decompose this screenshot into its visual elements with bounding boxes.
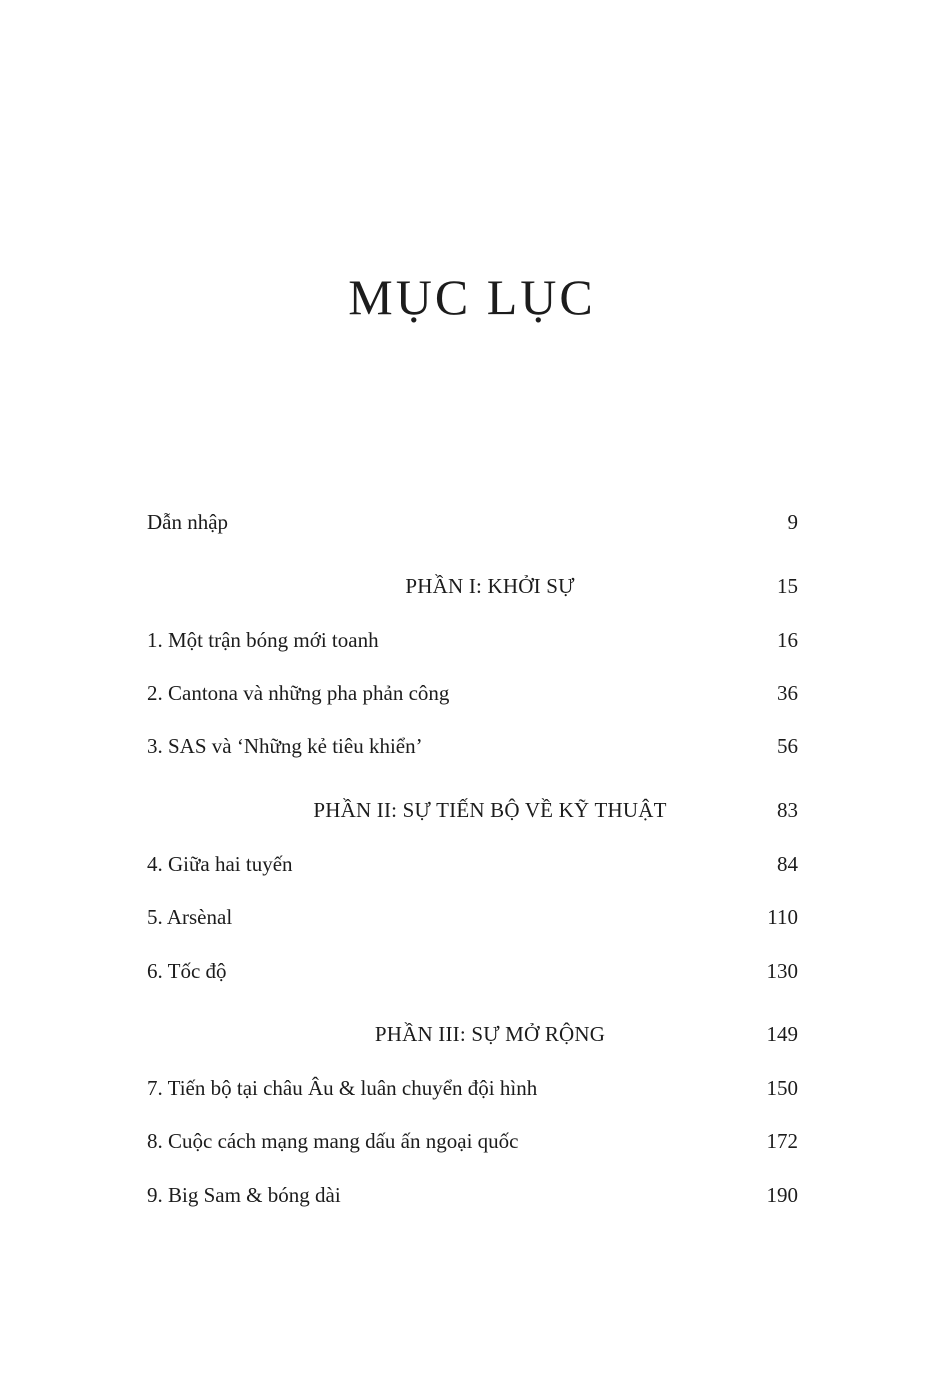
toc-entry-page-number: 36 (777, 681, 798, 705)
toc-entry-label: 4. Giữa hai tuyến (147, 852, 293, 876)
toc-entry-page-number: 84 (777, 852, 798, 876)
toc-entry-chapter-8 (147, 1126, 798, 1156)
toc-part-heading-2 (147, 795, 798, 825)
toc-entry-label: 6. Tốc độ (147, 959, 227, 983)
toc-entry-chapter-5 (147, 902, 798, 932)
part-heading-label: PHẦN I: KHỞI SỰ (405, 574, 575, 598)
toc-entry-page-number: 172 (766, 1129, 798, 1153)
toc-entry-label: 5. Arsènal (147, 905, 233, 929)
toc-part-heading-1 (147, 571, 798, 601)
toc-entry-label: 3. SAS và ‘Những kẻ tiêu khiển’ (147, 734, 423, 758)
toc-entry-page-number: 190 (766, 1183, 798, 1207)
toc-entry-chapter-7 (147, 1073, 798, 1103)
part-heading-label: PHẦN III: SỰ MỞ RỘNG (374, 1022, 606, 1046)
toc-entry-chapter-3 (147, 731, 798, 761)
toc-entry-chapter-9 (147, 1180, 798, 1210)
toc-entry-chapter-2 (147, 678, 798, 708)
toc-entry-page-number: 9 (787, 510, 798, 534)
toc-entry-page-number: 130 (766, 959, 798, 983)
toc-entry-page-number: 150 (766, 1076, 798, 1100)
toc-entry-label: 8. Cuộc cách mạng mang dấu ấn ngoại quốc (147, 1129, 519, 1153)
toc-entry-label: 1. Một trận bóng mới toanh (147, 628, 379, 652)
part-heading-label: PHẦN II: SỰ TIẾN BỘ VỀ KỸ THUẬT (313, 798, 667, 822)
toc-entry-chapter-4 (147, 849, 798, 879)
toc-entry-label: 9. Big Sam & bóng dài (147, 1183, 341, 1207)
toc-entry-chapter-6 (147, 956, 798, 986)
toc-part-heading-3 (147, 1019, 798, 1049)
toc-entry-page-number: 16 (777, 628, 798, 652)
toc-entry-label: 2. Cantona và những pha phản công (147, 681, 450, 705)
toc-entry-label: 7. Tiến bộ tại châu Âu & luân chuyển đội hình (147, 1076, 538, 1100)
toc-entry-page-number: 15 (777, 574, 798, 598)
toc-entry-chapter-1 (147, 625, 798, 655)
toc-entry-page-number: 83 (777, 798, 798, 822)
page-title: MỤC LỤC (348, 269, 596, 325)
toc-entry-introduction (147, 507, 798, 537)
toc-entry-page-number: 110 (767, 905, 798, 929)
toc-entry-label: Dẫn nhập (147, 510, 229, 534)
toc-entry-page-number: 149 (766, 1022, 798, 1046)
toc-entry-page-number: 56 (777, 734, 798, 758)
